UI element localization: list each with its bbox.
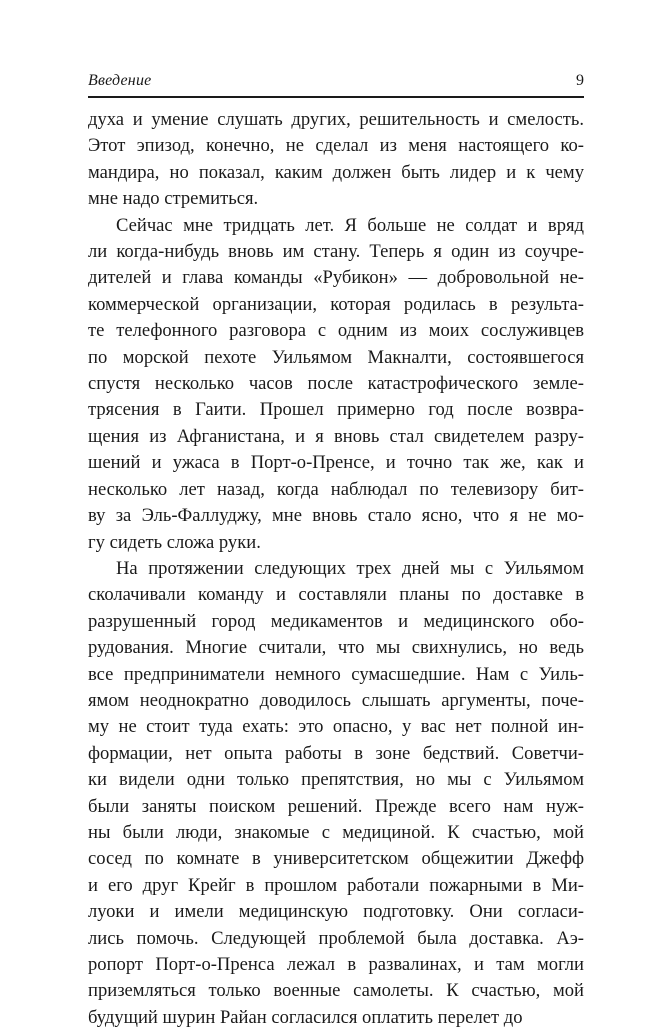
text-line: были заняты поиском решений. Прежде всего нам нуж- — [88, 795, 584, 817]
text-line: духа и умение слушать других, решительность и смелость. — [88, 109, 584, 130]
text-line: несколько лет назад, когда наблюдал по телевизору бит- — [88, 478, 584, 500]
text-line: ву за Эль-Фаллуджу, мне вновь стало ясно, что я не мо- — [88, 505, 584, 527]
text-line: гу сидеть сложа руки. — [88, 531, 261, 553]
book-page — [88, 66, 584, 1031]
text-line: луоки и имели медицинскую подготовку. Они согласи- — [88, 901, 584, 923]
paragraph — [88, 213, 584, 556]
text-line: мне надо стремиться. — [88, 188, 259, 210]
text-line: разрушенный город медикаментов и медицинского обо- — [88, 610, 584, 632]
text-line: все предприниматели немного сумасшедшие. Нам с Уиль- — [88, 663, 584, 685]
text-line: те телефонного разговора с одним из моих сослуживцев — [88, 320, 584, 342]
text-line: ямом неоднократно доводилось слышать аргументы, поче- — [88, 689, 584, 711]
text-line: Сейчас мне тридцать лет. Я больше не солдат и вряд — [116, 214, 584, 236]
running-head — [88, 66, 584, 98]
text-line: На протяжении следующих трех дней мы с Уильямом — [116, 557, 584, 579]
text-line: щения из Афганистана, и я вновь стал свидетелем разру- — [88, 425, 584, 447]
text-line: Этот эпизод, конечно, не сделал из меня настоящего ко- — [88, 135, 584, 157]
text-line: шений и ужаса в Порт-о-Пренсе, и точно так же, как и — [88, 452, 584, 474]
text-line: трясения в Гаити. Прошел примерно год после возвра- — [88, 399, 584, 421]
text-line: лись помочь. Следующей проблемой была доставка. Аэ- — [88, 927, 584, 949]
text-line: ны были люди, знакомые с медициной. К счастью, мой — [88, 821, 584, 843]
text-line: сосед по комнате в университетском общежитии Джефф — [88, 848, 584, 870]
text-line: мандира, но показал, каким должен быть лидер и к чему — [88, 161, 584, 183]
running-title: Введение — [88, 72, 152, 89]
text-line: и его друг Крейг в прошлом работали пожарными в Ми- — [88, 874, 584, 896]
text-line: будущий шурин Райан согласился оплатить перелет до — [88, 1006, 523, 1028]
text-line: приземляться только военные самолеты. К счастью, мой — [88, 980, 584, 1002]
text-line: формации, нет опыта работы в зоне бедствий. Советчи- — [88, 742, 584, 764]
body-text — [88, 107, 584, 1031]
text-line: по морской пехоте Уильямом Макналти, состоявшегося — [88, 346, 584, 368]
paragraph — [88, 107, 584, 213]
text-line: спустя несколько часов после катастрофического земле- — [88, 373, 584, 395]
text-line: ки видели одни только препятствия, но мы с Уильямом — [88, 769, 584, 791]
page-number: 9 — [576, 72, 584, 89]
text-line: рудования. Многие считали, что мы свихнулись, но ведь — [88, 637, 584, 659]
text-line: сколачивали команду и составляли планы по доставке в — [88, 584, 584, 606]
text-line: му не стоит туда ехать: это опасно, у вас нет полной ин- — [88, 716, 584, 738]
paragraph — [88, 556, 584, 1031]
text-line: коммерческой организации, которая родилась в результа- — [88, 293, 584, 315]
text-line: ропорт Порт-о-Пренса лежал в развалинах, и там могли — [88, 954, 584, 975]
text-line: ли когда-нибудь вновь им стану. Теперь я один из соучре- — [88, 241, 584, 263]
text-line: дителей и глава команды «Рубикон» — добровольной не- — [88, 267, 584, 289]
